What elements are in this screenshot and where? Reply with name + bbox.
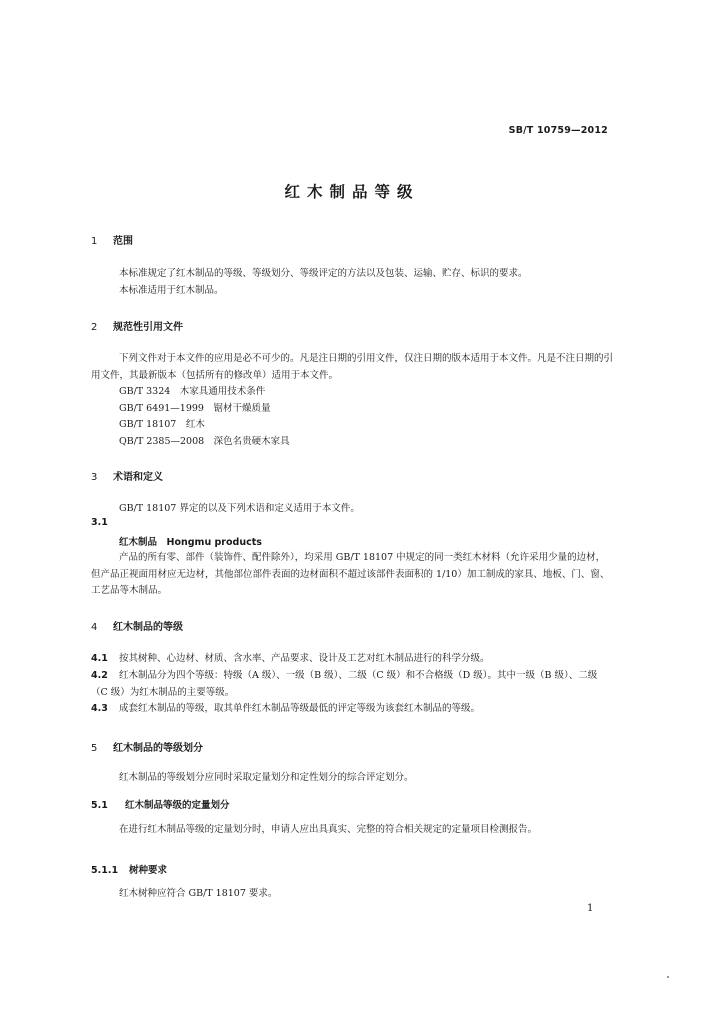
term-number: 3.1: [91, 517, 108, 528]
section-number: 4: [91, 622, 98, 633]
section-number: 3: [91, 472, 98, 483]
clause-4-2: [91, 668, 613, 701]
section-5-heading: [91, 739, 203, 754]
section-number: 5: [91, 743, 98, 754]
clause-4-3: [91, 701, 613, 718]
clause-4-1: [91, 651, 613, 668]
clause-number: 4.1: [91, 653, 108, 664]
reference-item: GB/T 6491—1999 锯材干燥质量: [119, 403, 271, 414]
section-title: 术语和定义: [113, 472, 163, 483]
section-1-heading: [91, 232, 133, 247]
section-number: 5.1: [91, 800, 108, 811]
clause-text: 按其树种、心边材、材质、含水率、产品要求、设计及工艺对红木制品进行的科学分级。: [119, 653, 490, 664]
section-5-1-paragraph-1: 在进行红木制品等级的定量划分时，申请人应出具真实、完整的符合相关规定的定量项目检测报告。: [119, 824, 538, 835]
term-definition: 产品的所有零、部件（装饰件、配件除外），均采用 GB/T 18107 中规定的同一类红木材料（允许采用少量的边材，但产品正视面用材应无边材，其他部位部件表面的边材面积不超过该部件表面积的 1/10）加工制成的家具、地板、门、窗、工艺品等木制品。: [91, 552, 610, 596]
section-5-1-heading: [91, 797, 230, 811]
section-2-paragraph-1: 下列文件对于本文件的应用是必不可少的。凡是注日期的引用文件，仅注日期的版本适用于本文件。凡是不注日期的引用文件，其最新版本（包括所有的修改单）适用于本文件。: [91, 353, 614, 381]
section-title: 规范性引用文件: [113, 322, 183, 333]
clause-text: 红木制品分为四个等级：特级（A 级）、一级（B 级）、二级（C 级）和不合格级（D 级）。其中一级（B 级）、二级（C 级）为红木制品的主要等级。: [91, 670, 598, 698]
clause-text: 成套红木制品的等级，取其单件红木制品等级最低的评定等级为该套红木制品的等级。: [119, 703, 481, 714]
reference-item: GB/T 18107 红木: [119, 419, 205, 430]
page-number: 1: [587, 903, 594, 914]
section-3-paragraph-1: GB/T 18107 界定的以及下列术语和定义适用于本文件。: [119, 503, 360, 514]
reference-item: QB/T 2385—2008 深色名贵硬木家具: [119, 436, 290, 447]
section-number: 2: [91, 322, 98, 333]
section-2-heading: [91, 318, 183, 333]
section-1-paragraph-2: 本标准适用于红木制品。: [119, 285, 224, 296]
scan-speck: [667, 976, 669, 978]
section-5-1-1-paragraph-1: 红木树种应符合 GB/T 18107 要求。: [119, 888, 278, 899]
section-title: 红木制品的等级: [113, 622, 183, 633]
section-number: 5.1.1: [91, 865, 119, 876]
section-title: 红木制品的等级划分: [113, 743, 203, 754]
section-title: 红木制品等级的定量划分: [125, 800, 230, 811]
section-title: 树种要求: [129, 865, 168, 876]
section-5-paragraph-1: 红木制品的等级划分应同时采取定量划分和定性划分的综合评定划分。: [119, 772, 414, 783]
standard-code: SB/T 10759—2012: [508, 125, 608, 136]
reference-item: GB/T 3324 木家具通用技术条件: [119, 386, 266, 397]
document-title: 红木制品等级: [284, 183, 420, 201]
clause-number: 4.2: [91, 670, 108, 681]
clause-number: 4.3: [91, 703, 108, 714]
section-5-1-1-heading: [91, 862, 167, 876]
section-3-heading: [91, 468, 163, 483]
section-title: 范围: [113, 236, 133, 247]
section-number: 1: [91, 236, 98, 247]
section-4-heading: [91, 618, 183, 633]
term-title: 红木制品 Hongmu products: [119, 537, 262, 548]
section-1-paragraph-1: 本标准规定了红木制品的等级、等级划分、等级评定的方法以及包装、运输、贮存、标识的要求。: [119, 268, 528, 279]
